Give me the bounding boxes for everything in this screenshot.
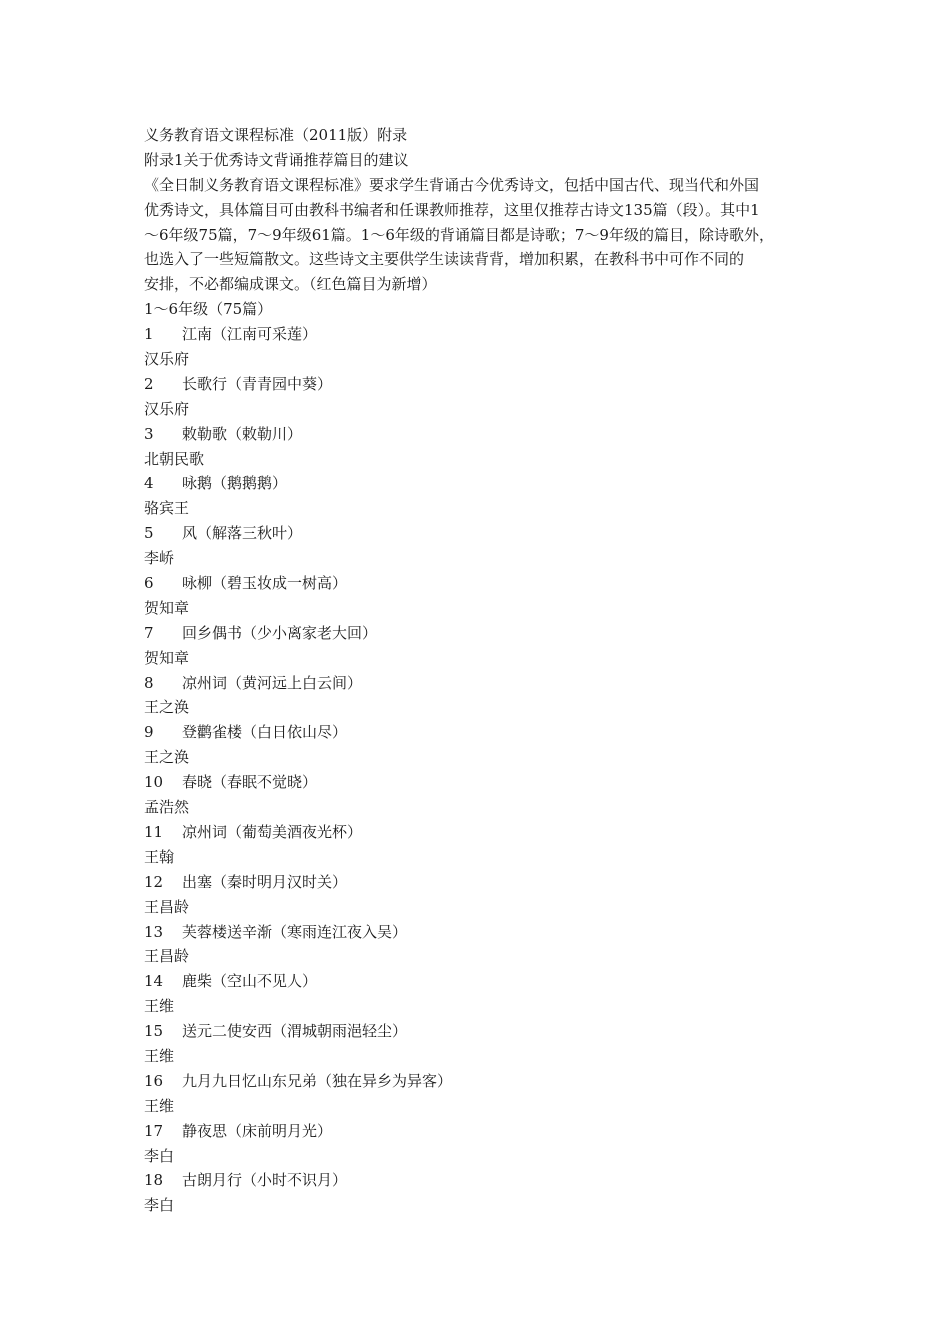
poem-number: 10 xyxy=(144,773,164,792)
poem-title: 春晓（春眠不觉晓） xyxy=(182,773,318,792)
poem-author: 王昌龄 xyxy=(144,897,190,916)
poem-author: 孟浩然 xyxy=(144,798,190,817)
poem-author: 骆宾王 xyxy=(144,499,190,518)
poem-title: 江南（江南可采莲） xyxy=(182,325,318,344)
poem-author: 王昌龄 xyxy=(144,947,190,966)
poem-number: 5 xyxy=(144,524,154,543)
intro-line: 安排，不必都编成课文。（红色篇目为新增） xyxy=(144,275,437,294)
poem-author: 北朝民歌 xyxy=(144,449,205,468)
poem-title: 出塞（秦时明月汉时关） xyxy=(182,872,348,891)
poem-title: 鹿柴（空山不见人） xyxy=(182,972,318,991)
poem-number: 8 xyxy=(144,673,154,692)
poem-entry xyxy=(144,720,816,745)
poem-entry xyxy=(144,671,816,696)
poem-author: 王翰 xyxy=(144,847,175,866)
poem-title: 芙蓉楼送辛渐（寒雨连江夜入吴） xyxy=(182,922,408,941)
poem-entry xyxy=(144,969,816,994)
poem-title: 回乡偶书（少小离家老大回） xyxy=(182,623,378,642)
document-page xyxy=(144,123,816,1218)
poem-entry xyxy=(144,1069,816,1094)
poem-number: 6 xyxy=(144,574,154,593)
poem-entry xyxy=(144,820,816,845)
poem-number: 15 xyxy=(144,1022,164,1041)
poem-entry xyxy=(144,1168,816,1193)
poem-entry xyxy=(144,1119,816,1144)
intro-line: ～6年级75篇，7～9年级61篇。1～6年级的背诵篇目都是诗歌；7～9年级的篇目，除诗歌外， xyxy=(144,225,774,244)
poem-author: 王维 xyxy=(144,997,175,1016)
poem-title: 静夜思（床前明月光） xyxy=(182,1121,333,1140)
poem-number: 3 xyxy=(144,424,154,443)
poem-number: 12 xyxy=(144,872,164,891)
poem-title: 凉州词（黄河远上白云间） xyxy=(182,673,363,692)
poem-entry xyxy=(144,770,816,795)
poem-entry xyxy=(144,372,816,397)
poem-number: 18 xyxy=(144,1171,164,1190)
poem-title: 送元二使安西（渭城朝雨浥轻尘） xyxy=(182,1022,408,1041)
poem-title: 风（解落三秋叶） xyxy=(182,524,303,543)
poem-author: 李白 xyxy=(144,1146,175,1165)
poem-entry xyxy=(144,621,816,646)
poem-number: 14 xyxy=(144,972,164,991)
poem-author: 贺知章 xyxy=(144,648,190,667)
poem-title: 咏鹅（鹅鹅鹅） xyxy=(182,474,288,493)
poem-author: 李白 xyxy=(144,1196,175,1215)
document-subtitle: 附录1关于优秀诗文背诵推荐篇目的建议 xyxy=(144,150,409,169)
poem-title: 敕勒歌（敕勒川） xyxy=(182,424,303,443)
poem-author: 李峤 xyxy=(144,549,175,568)
poem-title: 登鹳雀楼（白日依山尽） xyxy=(182,723,348,742)
poem-entry xyxy=(144,571,816,596)
poem-title: 九月九日忆山东兄弟（独在异乡为异客） xyxy=(182,1071,453,1090)
poem-number: 17 xyxy=(144,1121,164,1140)
poem-title: 古朗月行（小时不识月） xyxy=(182,1171,348,1190)
poem-number: 7 xyxy=(144,623,154,642)
poem-number: 13 xyxy=(144,922,164,941)
poem-entry xyxy=(144,920,816,945)
section-heading: 1～6年级（75篇） xyxy=(144,300,273,319)
poem-author: 汉乐府 xyxy=(144,350,190,369)
intro-line: 也选入了一些短篇散文。这些诗文主要供学生读读背背，增加积累，在教科书中可作不同的 xyxy=(144,250,745,269)
poem-author: 王之涣 xyxy=(144,698,190,717)
poem-title: 长歌行（青青园中葵） xyxy=(182,374,333,393)
poem-author: 王之涣 xyxy=(144,748,190,767)
intro-line: 优秀诗文，具体篇目可由教科书编者和任课教师推荐，这里仅推荐古诗文135篇（段）。其中1 xyxy=(144,200,760,219)
poem-author: 汉乐府 xyxy=(144,399,190,418)
poem-entry xyxy=(144,1019,816,1044)
poem-author: 王维 xyxy=(144,1046,175,1065)
poem-author: 王维 xyxy=(144,1096,175,1115)
poem-number: 16 xyxy=(144,1071,164,1090)
intro-line: 《全日制义务教育语文课程标准》要求学生背诵古今优秀诗文，包括中国古代、现当代和外国 xyxy=(144,175,760,194)
poem-entry xyxy=(144,521,816,546)
poem-list xyxy=(144,322,816,1218)
poem-number: 9 xyxy=(144,723,154,742)
poem-entry xyxy=(144,471,816,496)
poem-title: 凉州词（葡萄美酒夜光杯） xyxy=(182,822,363,841)
poem-number: 11 xyxy=(144,822,164,841)
poem-entry xyxy=(144,422,816,447)
poem-title: 咏柳（碧玉妆成一树高） xyxy=(182,574,348,593)
poem-number: 2 xyxy=(144,374,154,393)
poem-number: 1 xyxy=(144,325,154,344)
poem-entry xyxy=(144,322,816,347)
poem-author: 贺知章 xyxy=(144,598,190,617)
poem-entry xyxy=(144,870,816,895)
poem-number: 4 xyxy=(144,474,154,493)
document-title: 义务教育语文课程标准（2011版）附录 xyxy=(144,126,408,144)
intro-paragraph xyxy=(144,173,816,297)
